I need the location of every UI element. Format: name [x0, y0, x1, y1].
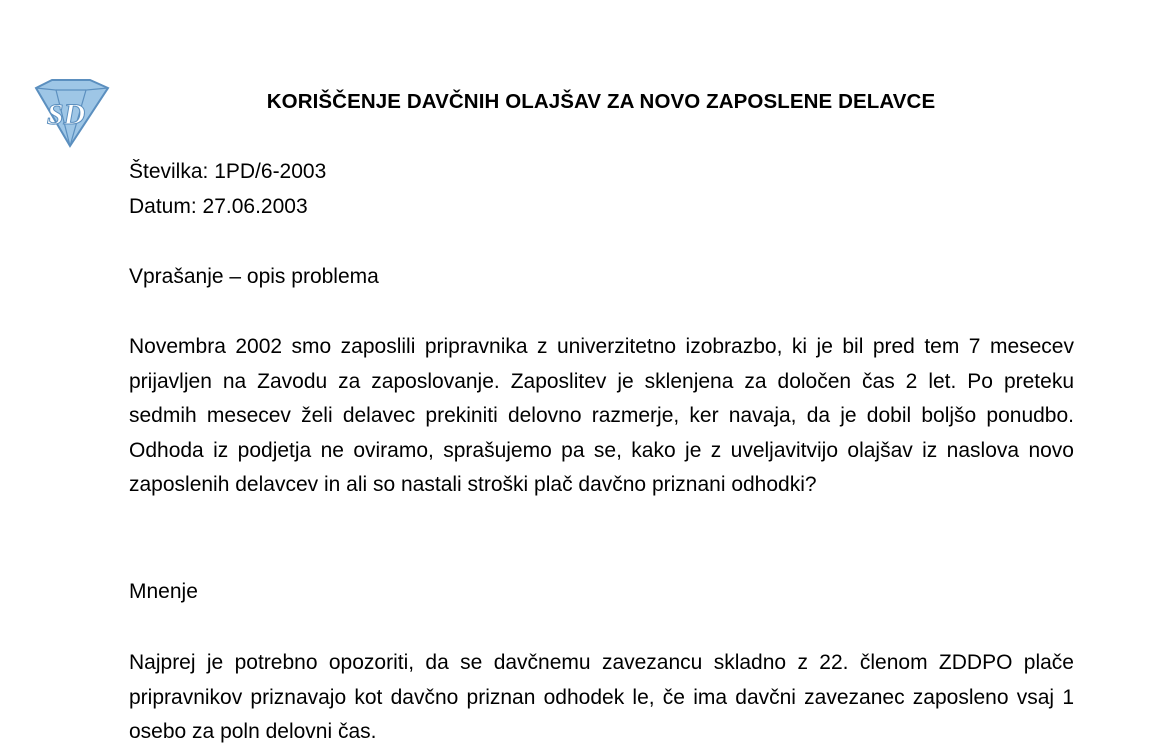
document-date: Datum: 27.06.2003 — [129, 195, 308, 218]
opinion-heading: Mnenje — [129, 580, 198, 603]
document-number: Številka: 1PD/6-2003 — [129, 160, 327, 183]
company-logo — [28, 78, 112, 150]
opinion-paragraph: Najprej je potrebno opozoriti, da se davčnemu zavezancu skladno z 22. členom ZDDPO plače pripravnikov priznavajo kot davčno priznan odhodek le, če ima davčni zavezanec zaposleno vsaj 1 osebo za poln delovni čas. — [129, 651, 1074, 744]
logo-lettering: SD — [46, 98, 86, 131]
document-title: KORIŠČENJE DAVČNIH OLAJŠAV ZA NOVO ZAPOSLENE DELAVCE — [266, 90, 936, 113]
question-paragraph: Novembra 2002 smo zaposlili pripravnika z univerzitetno izobrazbo, ki je bil pred tem 7 mesecev prijavljen na Zavodu za zaposlovanje. Zaposlitev je sklenjena za določen čas 2 let. Po preteku sedmih mesecev želi delavec prekiniti delovno razmerje, ker navaja, da je dobil boljšo ponudbo. Odhoda iz podjetja ne oviramo, sprašujemo pa se, kako je z uveljavitvijo olajšav iz naslova novo zaposlenih delavcev in ali so nastali stroški plač davčno priznani odhodki? — [129, 335, 1074, 497]
question-heading: Vprašanje – opis problema — [129, 265, 379, 288]
